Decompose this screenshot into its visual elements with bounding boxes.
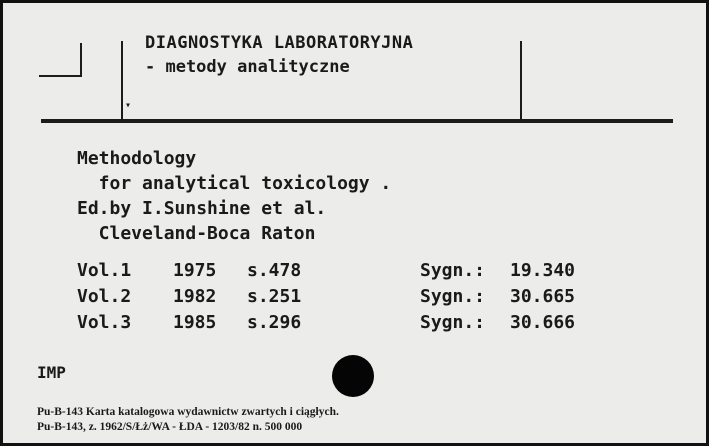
header-subtitle: - metody analityczne [145,57,350,77]
volume-pages: s.296 [247,312,302,333]
punch-hole [332,355,374,397]
volume-sygn: 30.666 [510,312,576,333]
title-line-1: Methodology [77,148,197,169]
volume-sygn: 19.340 [510,260,576,281]
publisher-line: Cleveland-Boca Raton [77,223,316,244]
volume-sygn: 30.665 [510,286,576,307]
header-box-left-vertical [121,41,123,119]
footer-line-1: Pu-B-143 Karta katalogowa wydawnictw zwartych i ciągłych. [37,406,339,418]
editor-line: Ed.by I.Sunshine et al. [77,198,327,219]
volume-vol: Vol.3 [77,312,132,333]
volume-year: 1975 [173,260,217,281]
volume-year: 1982 [173,286,217,307]
footer-line-2: Pu-B-143, z. 1962/S/Łż/WA - ŁDA - 1203/82 n. 500 000 [37,421,303,433]
header-left-corner-horizontal [39,75,82,77]
header-title: DIAGNOSTYKA LABORATORYJNA [145,33,414,53]
volume-vol: Vol.2 [77,286,132,307]
volume-sygn-label: Sygn.: [420,312,486,333]
volume-sygn-label: Sygn.: [420,260,486,281]
volume-pages: s.478 [247,260,302,281]
header-left-corner-vertical [80,43,82,77]
volume-vol: Vol.1 [77,260,132,281]
title-line-2: for analytical toxicology . [77,173,392,194]
header-box-right-vertical [520,41,522,119]
header-rule [41,119,673,123]
volume-sygn-label: Sygn.: [420,286,486,307]
volume-year: 1985 [173,312,217,333]
volume-pages: s.251 [247,286,302,307]
imp-label: IMP [37,363,66,382]
header-dot: ▾ [125,100,132,111]
